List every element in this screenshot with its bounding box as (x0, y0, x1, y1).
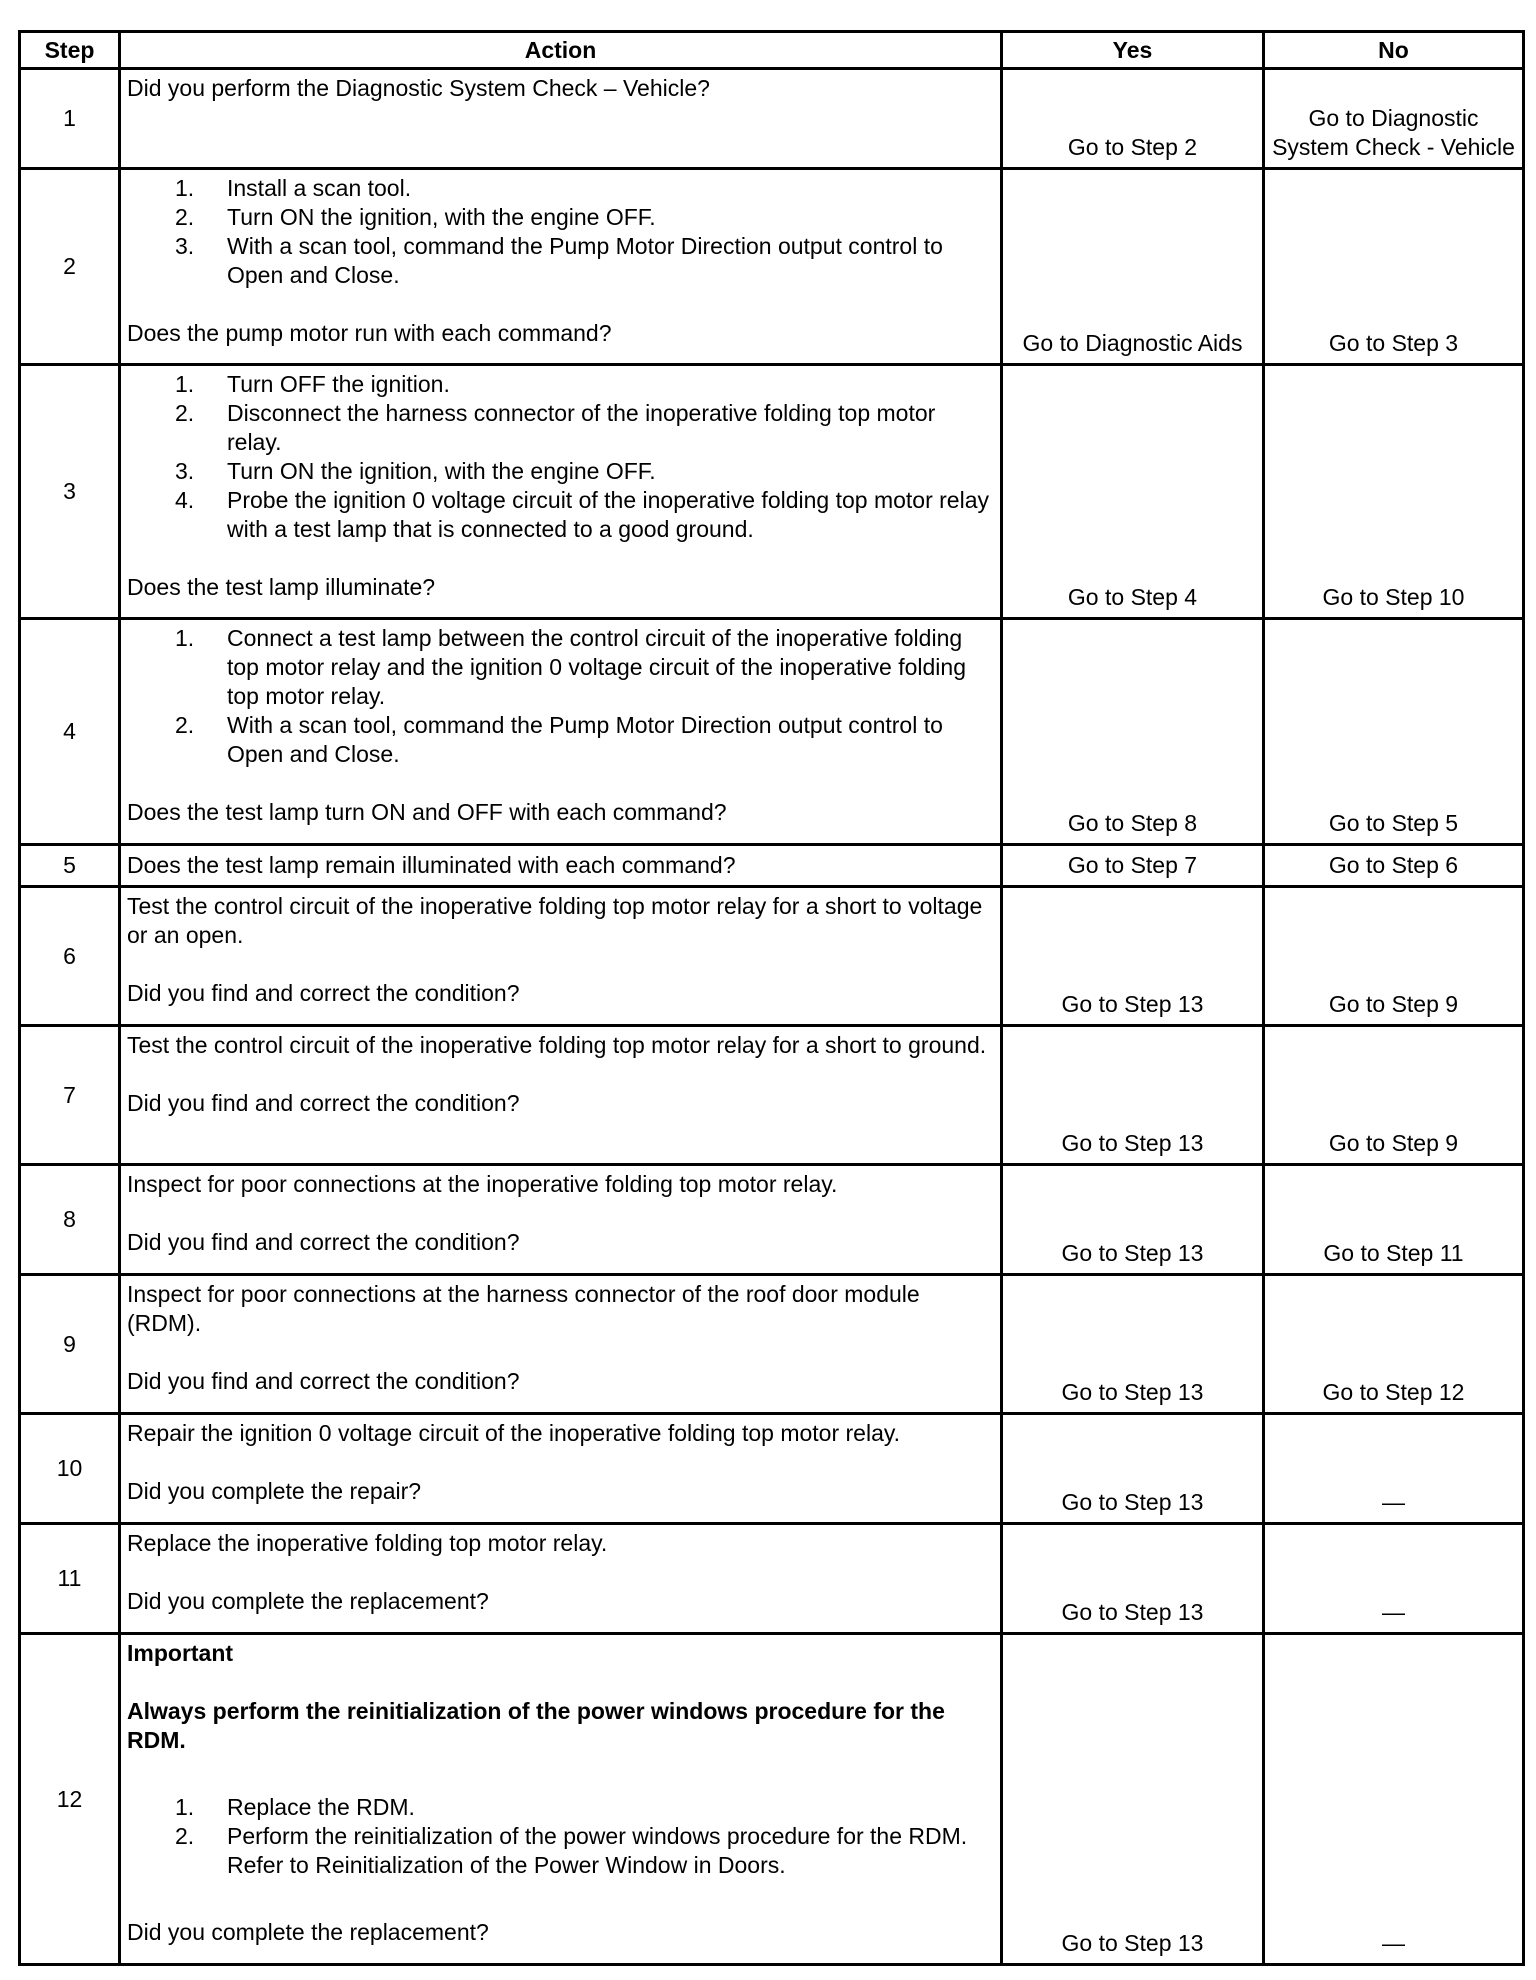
table-row (20, 887, 1524, 1026)
action-cell (120, 887, 1002, 1026)
step-number: 4 (20, 619, 120, 845)
action-cell (120, 365, 1002, 619)
list-item: 2. With a scan tool, command the Pump Motor Direction output control to Open and Close. (175, 712, 943, 767)
list-item: 1. Install a scan tool. (175, 175, 412, 201)
table-row (20, 1524, 1524, 1634)
action-question: Did you find and correct the condition? (127, 980, 520, 1006)
no-cell: Go to Step 9 (1264, 1026, 1524, 1165)
diagnostic-table (18, 30, 1525, 1966)
list-item: 1. Turn OFF the ignition. (175, 371, 450, 397)
list-item: 1. Replace the RDM. (175, 1794, 415, 1820)
action-cell (120, 619, 1002, 845)
action-text: Test the control circuit of the inoperative folding top motor relay for a short to ground. (127, 1032, 987, 1058)
yes-cell: Go to Step 13 (1002, 1165, 1264, 1275)
action-question: Does the test lamp remain illuminated with each command? (127, 852, 736, 878)
no-cell: Go to Diagnostic System Check - Vehicle (1264, 69, 1524, 169)
table-row (20, 1634, 1524, 1965)
table-row (20, 845, 1524, 887)
action-cell (120, 1165, 1002, 1275)
header-action: Action (120, 32, 1002, 69)
yes-cell: Go to Step 13 (1002, 1026, 1264, 1165)
no-cell: Go to Step 12 (1264, 1275, 1524, 1414)
action-text: Inspect for poor connections at the inoperative folding top motor relay. (127, 1171, 838, 1197)
action-cell (120, 1026, 1002, 1165)
action-question: Did you complete the replacement? (127, 1588, 489, 1614)
step-number: 12 (20, 1634, 120, 1965)
no-cell: Go to Step 9 (1264, 887, 1524, 1026)
step-number: 8 (20, 1165, 120, 1275)
header-yes: Yes (1002, 32, 1264, 69)
action-question: Did you perform the Diagnostic System Check – Vehicle? (127, 75, 710, 101)
table-row (20, 69, 1524, 169)
no-cell: Go to Step 6 (1264, 845, 1524, 887)
action-text: Inspect for poor connections at the harness connector of the roof door module (RDM). (127, 1281, 920, 1336)
action-question: Did you find and correct the condition? (127, 1368, 520, 1394)
action-list (127, 624, 994, 769)
yes-cell: Go to Step 13 (1002, 1634, 1264, 1965)
step-number: 5 (20, 845, 120, 887)
yes-cell: Go to Step 13 (1002, 1414, 1264, 1524)
table-row (20, 1026, 1524, 1165)
action-question: Does the test lamp turn ON and OFF with each command? (127, 799, 727, 825)
yes-cell: Go to Diagnostic Aids (1002, 169, 1264, 365)
step-number: 2 (20, 169, 120, 365)
yes-cell: Go to Step 13 (1002, 1524, 1264, 1634)
table-row (20, 619, 1524, 845)
table-row (20, 1275, 1524, 1414)
action-cell (120, 69, 1002, 169)
action-list (127, 370, 994, 544)
step-number: 9 (20, 1275, 120, 1414)
list-item: 2. Perform the reinitialization of the power windows procedure for the RDM. Refer to Reinitialization of the Power Window in Doors. (175, 1823, 968, 1878)
action-cell (120, 1414, 1002, 1524)
action-cell (120, 845, 1002, 887)
action-text: Repair the ignition 0 voltage circuit of the inoperative folding top motor relay. (127, 1420, 901, 1446)
header-row (20, 32, 1524, 69)
table-row (20, 1414, 1524, 1524)
step-number: 7 (20, 1026, 120, 1165)
header-no: No (1264, 32, 1524, 69)
action-question: Did you find and correct the condition? (127, 1229, 520, 1255)
no-cell: — (1264, 1524, 1524, 1634)
action-question: Did you complete the repair? (127, 1478, 422, 1504)
action-cell (120, 1524, 1002, 1634)
yes-cell: Go to Step 7 (1002, 845, 1264, 887)
action-text: Test the control circuit of the inoperative folding top motor relay for a short to voltage or an open. (127, 893, 983, 948)
list-item: 3. With a scan tool, command the Pump Motor Direction output control to Open and Close. (175, 233, 943, 288)
important-label: Important (127, 1640, 234, 1666)
action-cell (120, 1634, 1002, 1965)
table-row (20, 169, 1524, 365)
action-question: Does the test lamp illuminate? (127, 574, 436, 600)
no-cell: Go to Step 3 (1264, 169, 1524, 365)
step-number: 3 (20, 365, 120, 619)
action-text: Replace the inoperative folding top motor relay. (127, 1530, 608, 1556)
yes-cell: Go to Step 4 (1002, 365, 1264, 619)
yes-cell: Go to Step 2 (1002, 69, 1264, 169)
action-cell (120, 169, 1002, 365)
table-row (20, 1165, 1524, 1275)
yes-cell: Go to Step 8 (1002, 619, 1264, 845)
action-question: Did you find and correct the condition? (127, 1090, 520, 1116)
yes-cell: Go to Step 13 (1002, 1275, 1264, 1414)
step-number: 1 (20, 69, 120, 169)
yes-cell: Go to Step 13 (1002, 887, 1264, 1026)
list-item: 4. Probe the ignition 0 voltage circuit of the inoperative folding top motor relay with a test lamp that is connected to a good ground. (175, 487, 989, 542)
action-question: Does the pump motor run with each command? (127, 320, 612, 346)
action-cell (120, 1275, 1002, 1414)
table-row (20, 365, 1524, 619)
no-cell: — (1264, 1414, 1524, 1524)
no-cell: Go to Step 11 (1264, 1165, 1524, 1275)
no-cell: Go to Step 10 (1264, 365, 1524, 619)
header-step: Step (20, 32, 120, 69)
important-text: Always perform the reinitialization of the power windows procedure for the RDM. (127, 1698, 945, 1753)
action-list (127, 174, 994, 290)
action-question: Did you complete the replacement? (127, 1919, 489, 1945)
step-number: 10 (20, 1414, 120, 1524)
list-item: 1. Connect a test lamp between the control circuit of the inoperative folding top motor relay and the ignition 0 voltage circuit of the inoperative folding top motor relay. (175, 625, 966, 709)
list-item: 3. Turn ON the ignition, with the engine OFF. (175, 458, 656, 484)
list-item: 2. Turn ON the ignition, with the engine OFF. (175, 204, 656, 230)
action-list (127, 1793, 994, 1880)
step-number: 6 (20, 887, 120, 1026)
no-cell: — (1264, 1634, 1524, 1965)
list-item: 2. Disconnect the harness connector of the inoperative folding top motor relay. (175, 400, 936, 455)
step-number: 11 (20, 1524, 120, 1634)
no-cell: Go to Step 5 (1264, 619, 1524, 845)
